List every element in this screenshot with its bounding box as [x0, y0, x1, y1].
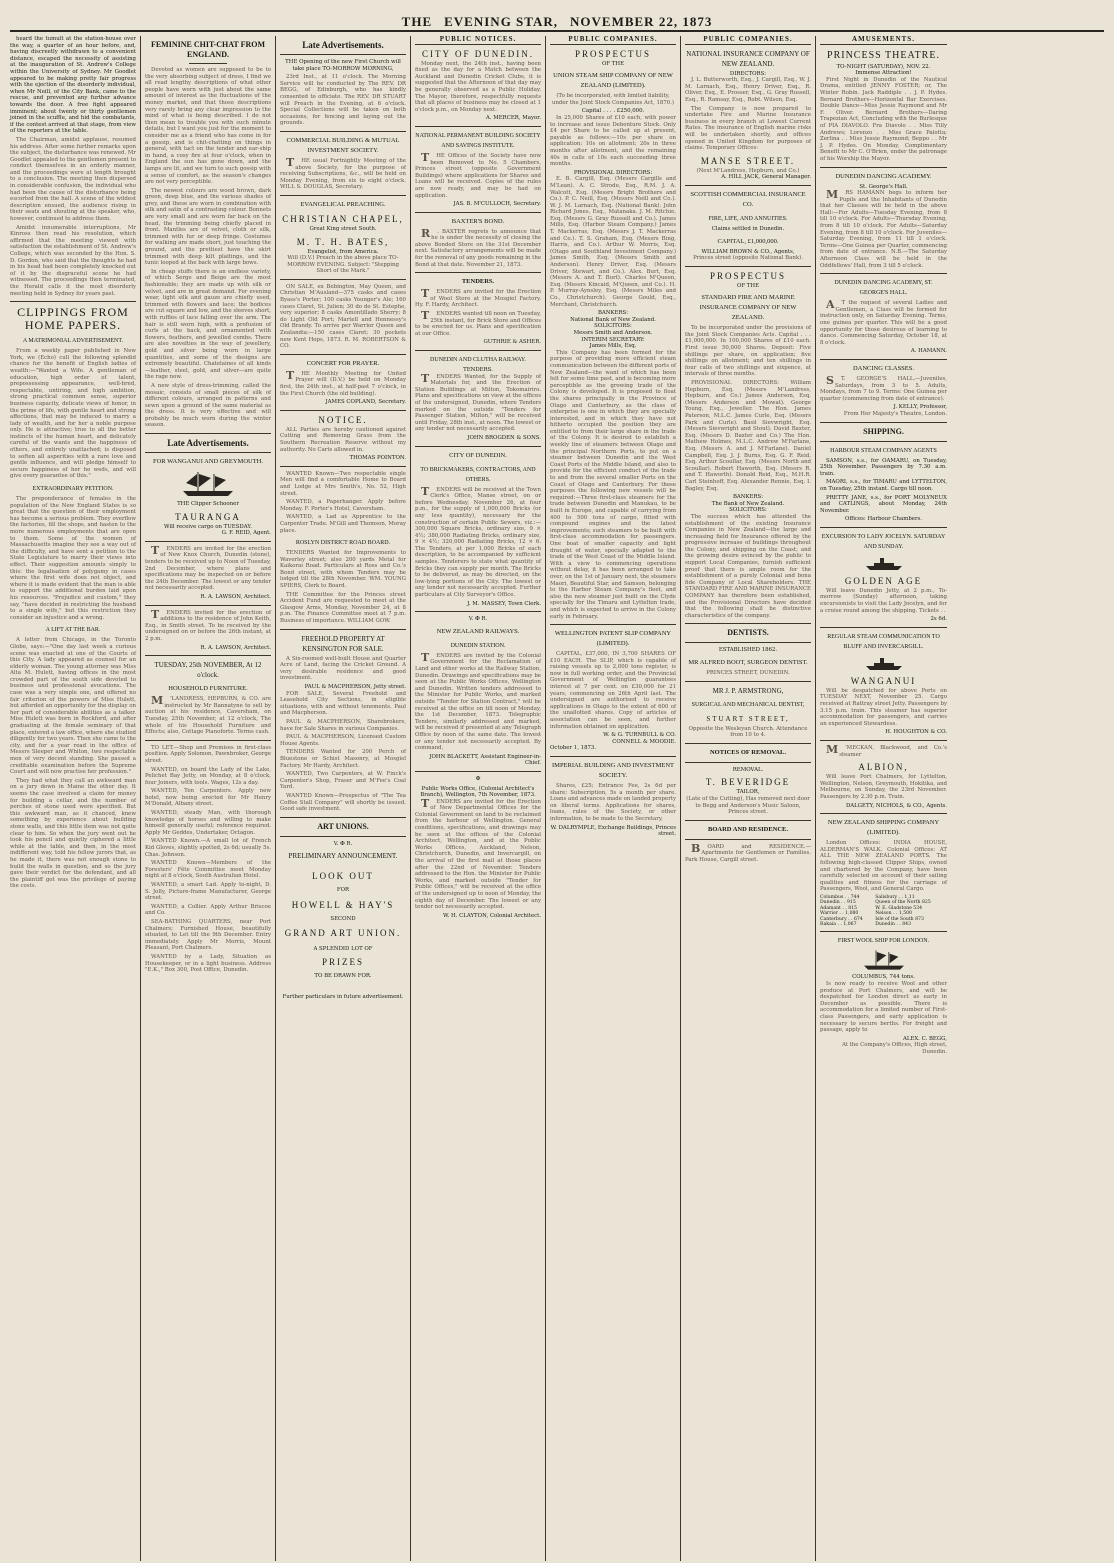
manse-line: MANSE STREET. [700, 155, 796, 166]
small-ad: WANTED Known—Prospectus of "The Tea Coffee Stall Company" will shortly be issued. Good safe investment. [280, 792, 406, 813]
divider [280, 629, 406, 630]
pointon-line: THOMAS POINTON. [349, 455, 406, 462]
concert-heading: CONCERT FOR PRAYER. [306, 359, 380, 367]
body-text: Will leave Port Chalmers, for Lyttelton, Wellington, Nelson, Greymouth, Hokitika, and Melbourne, on Sunday, the 23rd November. Passengers by 2.30 p.m. Train. [820, 774, 947, 800]
of-the-line-2: OF THE [736, 282, 760, 289]
divider [685, 185, 811, 186]
body-text: The success which has attended the establishment of the existing Insurance Companies in New Zealand—the large and increasing field for Insurance offered by the progressive increase of buildings throughout the Colony, and shipping on the Coast; and the growing desire evinced by the public to support Local Companies, furnish sufficient proof that there is ample room for the establishment of a purely Colonial and bona fide Company of Local Shareholders. THE STANDARD FIRE AND MARINE INSURANCE COMPANY has therefore been established, and the Provisional Directors have decided that the following shall be distinctive characteristics of the company. [685, 513, 811, 619]
roslyn-heading: ROSLYN DISTRICT ROAD BOARD. [295, 540, 391, 547]
bank-line: National Bank of New Zealand. [570, 316, 656, 323]
divider [145, 740, 271, 741]
freehold-heading: FREEHOLD PROPERTY AT KENSINGTON FOR SALE. [301, 634, 385, 653]
masthead-title: EVENING STAR, [444, 14, 559, 29]
small-ad: PAUL & MACPHERSON, Sharebrokers, have for Sale Shares in various Companies. [280, 718, 406, 732]
offices-line: Offices: Harbour Chambers. [844, 516, 923, 523]
body-text: T ENDERS are invited by the Colonial Government for the Reclamation of Land and other works at the Railway Station, Dunedin. Drawings and specifications may be seen at the Public Works Offices, Wellington and Dunedin. Written tenders addressed to the Minister for Public Works, and marked outside "Tender for Station Contract," will be received at the office on till noon of Monday, the 1st December, 1873. Telegraphic Tenders, similarly addressed and marked, will be received if presented at any Telegraph Office by noon of the same date. The lowest or any tender not necessarily accepted. By command, [415, 650, 541, 752]
body-text: This Company has been formed for the purpose of providing more efficient steam communication between the different ports of New Zealand—the want of which has been felt for some time past, and is becoming more perceptible as the growing trade of the Colony is developed. It is proposed to float the shares principally in the Province of Otago and Canterbury, as the class of enterprise is one in which they are specially interested, and in which they have not hitherto occupied the position they are entitled to from their large share in the trade of the Colony. It is desired to establish a weekly line of steamers between Otago and the principal Northern Ports, to put on a steamer between Dunedin and the West Coast Ports of the Middle Island, and also to provide for the efficient conduct of the trade to and from the several smaller Ports on the Coast of Otago and Canterbury. For these purposes the following new vessels will be required:—Three first-class steamers for the trade between Dunedin and Manukau, to be built in Europe, and capable of carrying from 400 to 500 tons of cargo, fitted with compound engines and the latest improvements; such steamers to be built with first-class accommodation for passengers. One boat of smaller capacity and light draught of water, specially adapted to the trade of the West Coast of the Middle Island. With a view to commencing operations without delay, it has been arranged to take over, on the 1st of January next, the steamers Maori, Beautiful Star, and Samson, belonging to the Harbor Steam Company's fleet, and also the new steamer just built on the Clyde specially for the Timaru and Lyttelton trade, and which is expected to arrive in the Colony early in February. [550, 349, 676, 620]
maori-notice: MAORI, s.s., for TIMARU and LYTTELTON, on Tuesday, 25th instant. Cargo till noon. [820, 479, 947, 492]
first-wool-heading: FIRST WOOL SHIP FOR LONDON. [837, 938, 930, 945]
divider [10, 301, 136, 302]
brickmakers-heading: TO BRICKMAKERS, CONTRACTORS, AND OTHERS. [420, 466, 536, 483]
evangelical-heading: EVANGELICAL PREACHING. [300, 200, 386, 208]
body-text: M 'LANDRESS, HEPBURN, & CO. are instructed by Mr Bannatyne to sell by auction at his residence, Caversham, on Tuesday, 25th November, at 12 o'clock, The whole of his Household Furniture and Effects; also, Cottage Pianoforte. Terms cash. [145, 694, 271, 736]
column-6 [681, 36, 816, 1561]
body-text: CAPITAL, £37,000, IN 3,700 SHARES OF £10 EACH. The SLIP, which is capable of raising vessels up to 2,000 tons register, is now in full working order, and the Provincial Government of Wellington guarantees interest at 7 per cent. on £30,000 for 21 years, commencing on 26th April last. The undersigned are authorised to receive applications in Otago to the extent of 600 of the unallotted shares. Copy of articles of association can be seen, and further information obtained on application. [550, 651, 676, 730]
divider [685, 266, 811, 267]
academy2-heading: DUNEDIN DANCING ACADEMY, ST. GEORGE'S HALL. [834, 280, 933, 297]
prospectus-heading-2: PROSPECTUS [709, 270, 787, 281]
princess-heading: PRINCESS THEATRE. [827, 49, 940, 61]
armstrong-heading: MR J. P. ARMSTRONG, [712, 686, 784, 695]
small-ad: PAUL & MACPHERSON, Licensed Custom House Agents. [280, 734, 406, 747]
small-ad: TENDERS Wanted for 200 Perch of Bluestone or Schist Masonry, at Mosgiel Factory. Mr Hardy, Architect. [280, 749, 406, 769]
hill-line: A. HILL JACK, General Manager. [721, 174, 811, 181]
grand-line: GRAND ART UNION. [284, 928, 402, 939]
divider [145, 433, 271, 434]
commercial-heading: COMMERCIAL BUILDING & MUTUAL INVESTMENT SOCIETY. [286, 136, 400, 154]
manse-sub: (Next M'Landress, Hepburn, and Co.) [696, 167, 800, 174]
nz-rail-heading: NEW ZEALAND RAILWAYS. [436, 627, 520, 635]
late-ads-heading: Late Advertisements. [302, 40, 384, 50]
oct-line: October 1, 1873. [550, 745, 597, 752]
columbus-line: COLUMBUS, 744 tons. [852, 974, 915, 981]
divider [280, 410, 406, 411]
dunedin-station-heading: DUNEDIN STATION. [450, 642, 506, 649]
boot-heading: MR ALFRED BOOT, SURGEON DENTIST. [688, 659, 808, 666]
body-text: In 25,000 Shares of £10 each, with power to increase and issue Debenture Stock. Only £4 per Share to be called up at present, payable as follows:—10s per share on application; 10s on allotment; 20s in three months after allotment, and the remaining 40s in calls of 10s each succeeding three months. [550, 114, 676, 168]
body-text: S T. GEORGE'S HALL.—Juveniles, Saturdays, from 3 to 5. Adults, Mondays, from 7 to 9. Terms: One Guinea per quarter (commencing from date of entrance). [820, 373, 947, 402]
capital-line: Capital . . . . £250,000. [581, 108, 645, 115]
wellington-slip-heading: WELLINGTON PATENT SLIP COMPANY (LIMITED). [554, 630, 672, 648]
howell-line: HOWELL & HAY'S [291, 899, 395, 910]
body-text: A T the request of several Ladies and Gentlemen, a Class will be formed for instruction only, on Saturday Evening. Terms, one guinea per quarter. This will be a good opportunity for those desirous of learning to dance. Commencing Saturday, October 18, at 8 o'clock. [820, 298, 947, 346]
agent-line: ALEX. C. BEGG, [902, 1035, 947, 1042]
small-ad: FOR SALE, Several Freehold and Leasehold City Sections, in eligible situations, with and without tenements. Paul and Macpherson. [280, 690, 406, 717]
body-text: A new style of dress-trimming, called the mosaic, consists of small pieces of silk of different colours, arranged in patterns and sewn upon a ground of the same material as the dress. It is very effective and will probably be much worn during the winter season. [145, 382, 271, 429]
ship-icon [859, 948, 909, 972]
body-text: The Chairman, amidst applause, resumed his address. After some further remarks upon the subject, the disturbance was renewed. Mr Goodlet appealed to the gentlemen present to conduct themselves in an orderly manner, and the proceedings were at length brought to a conclusion. The meeting then dispersed in considerable confusion, the individual who had been the cause of the disturbance being escorted from the hall. A scene of the wildest description ensued, the audience rising in their seats and shouting at the speaker, who, however, continued to address them. [10, 136, 136, 223]
divider [280, 354, 406, 355]
ship-icon [178, 469, 238, 499]
wanganui-heading: FOR WANGANUI AND GREYMOUTH. [152, 458, 264, 466]
body-text: T ENDERS are invited for the Erection of New Departmental Offices for the Colonial Government on land to be reclaimed from the harbour of Wellington. General conditions, specifications, and drawings may be seen at the offices of the Colonial Architect, Wellington, and at the Public Works Offices, Auckland, Nelson, Christchurch, Dunedin, and Invercargill, on the arrival of the first mail at those places after the 22nd of November. Tenders addressed to the Hon. the Minister for Public Works, and marked outside "Tender for Public Offices," will be received at the office of the undersigned up to noon of Monday, the eighth day of December. The lowest or any tender not necessarily accepted. [415, 796, 541, 911]
lawson-line: R. A. LAWSON, Architect. [200, 594, 271, 600]
samson-notice: SAMSON, s.s., for OAMARU, on Tuesday, 25th November. Passengers by 7.30 a.m. train. [820, 457, 947, 477]
macpherson-line: PAUL & MACPHERSON, Jetty street. [304, 684, 406, 690]
for-line: FOR [336, 887, 350, 894]
divider [415, 446, 541, 447]
excursion-heading: EXCURSION TO LADY JOCELYN. SATURDAY AND SUNDAY. [821, 533, 946, 550]
body-text: In cheap stuffs there is an endless variety, of which Serge and Beige are the most fashionable; they are made up with silk or velvet, and are in great demand. For evening wear, light silk and gauze are chiefly used, trimmed with flowers and lace; the bodices are cut square and low, and the sleeves short, with ruffles of lace falling over the arm. The hair is still worn high, with a profusion of curls at the back, and ornamented with flowers, feathers, and jewelled combs. There are also novelties in the way of jewellery, gold and silver being worn in large quantities, and some of the designs are extremely beautiful. Chatelaines of all kinds—leather, steel, gold, and silver—are quite the rage now. [145, 268, 271, 381]
divider [415, 272, 541, 273]
body-text: T ENDERS are invited for the erection of New Knox Church, Dunedin (stone), tenders to be received up to Noon of Tuesday, 2nd December, where plans and specifications may be inspected on or before the 24th December. The lowest or any tender not necessarily accepted. [145, 543, 271, 592]
golden-age-line: GOLDEN AGE [844, 575, 923, 586]
column-4 [411, 36, 546, 1561]
body-text: Amidst innumerable interruptions, Mr Kinross then read his resolution, which affirmed that the meeting viewed with satisfaction the establishment of St. Andrew's College, which was seconded by the Hon. S. D. Gordon, who said that the thoughts he had in his head had been completely knocked out of it by the disgraceful scene he had witnessed. The proceedings then terminated, the Herald calls it the most disorderly meeting held in Sydney for years past. [10, 224, 136, 297]
body-text: T ENDERS invited for the erection of additions to the residence of John Keith, Esq., in Smith street. To be received by the undersigned on or before the 26th instant, at 2 p.m. [145, 607, 271, 642]
splendid-line: A SPLENDID LOT OF [313, 946, 373, 953]
prov-dir-heading: PROVISIONAL DIRECTORS: [573, 169, 653, 176]
column-2 [141, 36, 276, 1561]
kelly-line: J. KELLY, Professor, [893, 404, 947, 411]
column-7 [816, 36, 951, 1561]
agent-line: G. F. REID, Agent. [221, 530, 271, 537]
body-text: R . BAXTER regrets to announce that he is under the necessity of closing the above Bonded Store on the 31st December next. Satisfactory arrangements will be made for the removal of any goods remaining in the Bond at that date. November 21, 1873. [415, 226, 541, 268]
dalgety-line: DALGETY, NICHOLS, & CO., Agents. [845, 802, 947, 809]
divider [820, 422, 947, 423]
divider [415, 126, 541, 127]
city2-heading: CITY OF DUNEDIN. [449, 451, 507, 459]
small-ad: WANTED, Two Carpenters, at W. Finck's Carpenter's Shop, Fraser and M'Fee's Coal Yard. [280, 771, 406, 791]
body-text: T HE Monthly Meeting for United Prayer will (D.V.) be held on Monday first, the 24th inst., at half-past 7 o'clock, in the First Church (the old building). [280, 368, 406, 397]
regular-heading: REGULAR STEAM COMMUNICATION TO BLUFF AND INVERCARGILL. [827, 633, 940, 650]
guthrie-line: GUTHRIE & ASHER. [483, 339, 541, 346]
divider [550, 624, 676, 625]
divider [685, 743, 811, 744]
harbour-heading: HARBOUR STEAM COMPANY AGENTS [830, 447, 937, 454]
stuart-line: STUART STREET, [706, 714, 790, 723]
divider [280, 279, 406, 280]
body-text: They had what they call an awkward man on a jury down in Maine the other day. It seems the case involved a claim for money for building a cellar, and the number of perches of stone used were specified. But this awkward man, as it chanced, knew something by experience about building stone walls, and this little item was not quite clear to him. So when the jury went out he took his pencil and quietly ciphered a little while at the table, and then, in the most indifferent way, told his fellow jurors that, as he made it, there was not enough stone to build the walls in question, and so the jury gave their verdict for the defendant, and all the plaintiff got was the privilege of paying the costs. [10, 777, 136, 890]
drawn-line: TO BE DRAWN FOR. [314, 973, 372, 980]
nz-shipping-heading: NEW ZEALAND SHIPPING COMPANY (LIMITED). [827, 819, 940, 837]
body-text: T ENDERS Wanted, for the Supply of Materials for, and the Erection of Station Buildings at Milton, Tokomairiro. Plans and specifications on view at the offices of the undersigned, Dunedin, where Tenders marked on the outside "Tenders for Passenger Station, Milton," will be received until Friday, 28th inst., at noon. The lowest or any tender not necessarily accepted. [415, 371, 541, 433]
divider [820, 359, 947, 360]
city-heading: CITY OF DUNEDIN. [422, 48, 534, 59]
small-ad: WANTED, Ten Carpenters. Apply new hotel, now being erected for Mr Henry M'Donald, Albany street. [145, 788, 271, 808]
body-text: Devoted as women are supposed to be to the very absorbing subject of dress, I find we all read lengthy descriptions of what other people have worn with just about the same amount of interest as the fluctuations of the money market, and that those descriptions very rarely bring any clear impression to the mind of what is being described. I do not then mean to trouble you with such minute details, but I want you just for the moment to consider me as a friend who has come in for a gossip, and is chit-chatting on things in general, with tact on the tender and ear-ship in hand, a cosy fire at four o'clock, when in England the sun has gone down, and the lamps are lit, and we turn to such gossip with a sense of comfort, as the season's changes are not very perceptible. [145, 67, 271, 186]
of-the-line: OF THE [601, 60, 625, 67]
union-heading: UNION STEAM SHIP COMPANY OF NEW ZEALAND (LIMITED). [553, 72, 673, 90]
second-line: SECOND [330, 915, 356, 922]
fare-line: 2s 6d. [930, 616, 947, 623]
small-ad: TO LET.—Shop and Premises in first-class position. Apply Solomon, Pawnbroker, George street. [145, 744, 271, 764]
divider [145, 452, 271, 453]
pretty-jane-notice: PRETTY JANE, s.s., for PORT MOLYNEUX and CATLINGS, about Monday, 24th November. [820, 494, 947, 514]
albion-line: ALBION, [858, 762, 909, 773]
body-text: To be incorporated under the provisions of the Joint Stock Companies Acts. Capital . . . £1,000,000. In 100,000 Shares of £10 each. First issue 50,000 Shares. Deposit: Five shillings per share, on application; five shillings on allotment; and ten shillings in four calls of two shillings and sixpence, at intervals of three months. [685, 325, 811, 378]
divider [145, 605, 271, 606]
divider [189, 63, 227, 64]
board-heading: BOARD AND RESIDENCE. [708, 825, 788, 833]
directors-heading: DIRECTORS: [729, 70, 767, 77]
steamer-icon [864, 654, 904, 672]
small-ad: WANTED, a Paperhanger. Apply before Monday. F. Porter's Hotel, Caversham. [280, 499, 406, 512]
clayton-line: W. H. CLAYTON, Colonial Architect. [442, 912, 541, 919]
chit-chat-heading: FEMININE CHIT-CHAT FROM ENGLAND. [150, 40, 266, 59]
steamer-icon [864, 554, 904, 572]
dentists-heading: DENTISTS. [727, 628, 769, 638]
body-text: T HE usual Fortnightly Meeting of the above Society, for the purpose of receiving Subscriptions, &c., will be held on Monday Evening, from six to eight o'clock. WILL S. DOUGLAS, Secretary. [280, 155, 406, 191]
body-text: ON SALE, ex Bebington, May Queen, and Christian M'Ausland—375 casks and cases Byass's Porter; 100 casks Younger's Ale; 160 cases Claret, St. Julien; 30 do do St. Estephe, very superior; 8 casks Amontillado Sherry; 8 do Light Old Port; Martell and Hennessy's Old Brandy. To arrive per Warrior Queen and Zealandia:—150 cases Claret; 30 pockets new Kent Hops, 1873. R. M. ROBERTSON & CO. [280, 283, 406, 350]
nat-perm-heading: NATIONAL PERMANENT BUILDING SOCIETY AND SAVINGS INSTITUTE. [415, 132, 541, 149]
st-georges-line: St. George's Hall. [859, 183, 908, 190]
royal-arms: V. ✠ R. [333, 840, 353, 847]
body-text: The Company is now prepared to undertake Fire and Marine Insurance business in every branch at Lowest Current Rates. The insurance of English marine risks will be undertaken shortly, and offices opened in United Kingdom for purposes of claims. Temporary Offices: [685, 105, 811, 152]
tenders-heading: TENDERS. [461, 278, 495, 286]
late-ads-heading: Late Advertisements. [167, 438, 249, 449]
body-text: A Six-roomed well-built House and Quarter Acre of Land, facing the Cricket Ground. A very desirable residence and good investment. [280, 655, 406, 682]
solicitors-heading: SOLICITORS: [594, 323, 632, 330]
royal-arms: V. ✠ R. [468, 616, 488, 623]
divider [280, 817, 406, 818]
public-companies-heading: PUBLIC COMPANIES. [550, 36, 676, 45]
small-ad: WANTED Known—Members of the Foresters' Fête Committee meet Monday night at 8 o'clock, South Australian Hotel. [145, 860, 271, 880]
divider [280, 466, 406, 467]
turnbull-line: W. & G. TURNBULL & CO. [603, 732, 676, 739]
divider [685, 839, 811, 840]
brown-line: WILLIAM BROWN & CO., Agents, [701, 248, 795, 255]
railway-heading: DUNEDIN AND CLUTHA RAILWAY. [430, 357, 526, 363]
small-ad: WANTED, steady Man, with thorough knowledge of horses and willing to make himself generally useful; reference required. Apply Mr Geddes, Undertaker, Octagon. [145, 810, 271, 836]
capital-line: CAPITAL, £1,000,000. [717, 237, 779, 245]
dancing-heading: DANCING CLASSES. [852, 364, 915, 372]
divider [280, 836, 406, 837]
academy-heading: DUNEDIN DANCING ACADEMY. [835, 172, 932, 180]
bankers-heading: BANKERS: [597, 310, 629, 317]
notice-heading: NOTICE. [318, 414, 368, 425]
notices-removal-heading: NOTICES OF REMOVAL. [709, 748, 787, 756]
chapel-heading: CHRISTIAN CHAPEL, [282, 213, 404, 224]
copland-line: JAMES COPLAND, Secretary. [325, 399, 406, 406]
small-ad: WANTED, a smart Lad. Apply to-night, D. S. Jolly, Picture-frame Manufacturer, George street. [145, 882, 271, 902]
body-text: Shares, £25; Entrance Fee, 2s 6d per share; Subscription, 5s a month per share. Loans and advances made on landed property on liberal terms. Applications for shares, loans, rules of the Society, or other information, to be made to the Secretary, [550, 783, 676, 822]
surgical-line: SURGICAL AND MECHANICAL DENTIST, [691, 701, 805, 708]
prelim-heading: PRELIMINARY ANNOUNCEMENT. [288, 852, 398, 861]
imperial-heading: IMPERIAL BUILDING AND INVESTMENT SOCIETY. [552, 762, 674, 779]
claims-line: Claims settled in Dunedin. [711, 225, 785, 232]
baxter-heading: BAXTER'S BOND. [451, 217, 505, 225]
royal-arms: ✠ [475, 775, 481, 782]
lookout-line: LOOK OUT [312, 871, 374, 882]
small-ad: WANTED, a Collier. Apply Arthur Briscoe and Co. [145, 903, 271, 917]
mercer-line: A. MERCER, Mayor. [485, 115, 541, 122]
agent-sub: At the Company's Offices, High street, Dunedin. [841, 1042, 947, 1055]
dalrymple-line: W. DALRYMPLE, Exchange Buildings, Princes street. [550, 824, 676, 838]
boot-address: PRINCES STREET, DUNEDIN. [706, 670, 790, 676]
connell-line: CONNELL & MOODIE. [612, 738, 676, 745]
divider [685, 642, 811, 643]
tonight-line: TO-NIGHT (SATURDAY), NOV. 22. [836, 63, 931, 70]
subheading: EXTRAORDINARY PETITION. [32, 486, 114, 493]
directors-list: PROVISIONAL DIRECTORS: William Hepburn, Esq. (Messrs M'Landress, Hepburn, and Co.) James Anderson, Esq. (Messrs Anderson and Mowat). George Young, Esq., Jeweller. The Hon. James Paterson, M.L.C. James Curle, Esq. (Messrs Park and Curle). Basil Sievwright, Esq. (Messrs Sievwright and Stout). David Baxter, Esq. (Messrs D. Baxter and Co.) The Hon. Mathew Holmes, M.L.C. Andrew M'Farlane, Esq. (Messrs A. and J. M'Farlane). Daniel Campbell, Esq. J. J. Burns, Esq. G. F. Reid, Esq. Arthur Scoullar, Esq. (Messrs North and Scoullar). Robert Haworth, Esq. (Messrs R. and T. Haworth). Donald Reid, Esq., M.H.R. Carl Steinhoff, Esq. Alexander Rennie, Esq. I. Bagley, Esq. [685, 380, 811, 492]
established-line: ESTABLISHED 1862. [718, 647, 778, 654]
solicitors-line: Messrs Smith and Anderson. [573, 329, 653, 336]
body-text: ALL Parties are hereby cautioned against Cutting and Removing Grass from the Southern Recreation Reserve without my authority. No Carts allowed in. [280, 426, 406, 453]
body-text: Is now ready to receive Wool and other produce at Port Chalmers, and will be despatched for London direct as early in December as possible. There is accommodation for a limited number of First-class Passengers, and early application is necessary to secure berths. For freight and passage, apply to [820, 980, 947, 1034]
body-text: First Night in Dunedin of the Nautical Drama, entitled JENNY FOSTER; or, The Winter Robin. Jack Raddiple . . J. P. Hydes. Bernard Brothers—Horizontal Bar Exercises. Double Dance—Miss Jessie Raymond and Mr F. Oliver. Bernard Brothers—Daring Trapezian Act, Concluding with the Burlesque of PIA DIAVOLO. Fra Diavolo . . Miss Tilly Andrews; Lorenzo . . Miss Grace Palotta; Zerlina . . Miss Jessie Raymond; Beppo . . Mr J. P. Hydes. On Monday, Complimentary Benefit to Mr C. O'Brien, under the patronage of his Worship the Mayor. [820, 76, 947, 162]
art-unions-heading: ART UNIONS. [317, 821, 369, 831]
divider [685, 762, 811, 763]
body-text: The newest colours are wood brown, dark green, deep blue, and the various shades of grey, and these are worn in combination with silk and satin of a contrasting colour. Bonnets are very small and are worn far back on the head, the trimming being chiefly placed in front. Mantles are of velvet, cloth or silk, trimmed with fur or deep fringe. Costumes for walking are made short, just touching the ground, and the prettiest have the skirt trimmed with deep kilt plaitings, and the tunic looped at the back with large bows. [145, 187, 271, 267]
divider [820, 931, 947, 932]
directors-list: E. B. Cargill, Esq. (Messrs Cargills and M'Lean). A. C. Strode, Esq., R.M. J. A. Walcott, Esq. (Messrs Bright Brothers and Co.). P. C. Neill, Esq. (Messrs Neill and Co.). W. J. M. Larnach, Esq. (National Bank). John Richard Jones, Esq., Matanaka. J. M. Ritchie, Esq. (Messrs G. Gray Russell and Co.). James Mills, Esq. (Harbor Steam Company.) James T. Mackerras, Esq. (Messrs J. T. Mackerras and Co.). T. S. Graham, Esq. (Messrs Bing, Harris, and Co.). Arthur W. Morris, Esq. (Otago and Southland Investment Company.) James Smith, Esq. (Messrs Smith and Anderson). Henry Driver, Esq. (Messrs Driver, Stewart, and Co.). Alex. Burt, Esq. (Messrs A. and T. Burt). Charles M'Queen, Esq. (Messrs Kincaid, M'Queen, and Co.). H. P. Murray-Aynsley, Esq. (Messrs Miles and Co., Christchurch). George Gould, Esq., Merchant, Christchurch. [550, 176, 676, 308]
public-companies-heading-2: PUBLIC COMPANIES. [685, 36, 811, 45]
bank-line-2: The Bank of New Zealand. [711, 500, 785, 507]
small-ad: WANTED, on board the Lady of the Lake, Pelichet Bay Jetty, on Monday, at 8 o'clock, four Joiners, with tools. Wages, 12s a day. [145, 766, 271, 786]
subheading: A LIFT AT THE BAR. [45, 627, 101, 634]
church-heading: THE Opening of the new First Church will take place TO-MORROW MORNING, [285, 59, 401, 72]
subheading: A MATRIMONIAL ADVERTISEMENT. [22, 338, 124, 345]
masthead-prefix: THE [401, 14, 433, 29]
divider [820, 273, 947, 274]
body-text: M RS HAMANN begs to inform her Pupils and the Inhabitants of Dunedin that her Classes will be held in the above Hall:—For Adults—Tuesday Evening, from 8 till 10 o'clock. For Adults—Thursday Evening, from 8 till 10 o'clock. For Adults—Saturday Evening, from 8 till 10 o'clock. For Juveniles—Saturday Evening, from 11 till 1 o'clock. Terms—One Guinea per Quarter, commencing from date of entrance. N.B.—The Saturday Afternoon Class will be held in the Oddfellows' Hall, from 3 till 5 o'clock. [820, 188, 947, 269]
body-text: The preponderance of females in the population of the New England States is so great that the question of their employment has become a serious problem. They overflow the factories, fill the shops, and hasten to the more numerous employments that are open to them. Some of the women of Massachusetts imagine they see a way out of the difficulty, and have sent a petition to the State Legislature to marry their views into effect. Their suggestion amounts simply to this: the legalisation of polygamy in cases where the first wife does not object, and where it is made evident that the man is able to support the additional burden laid upon his resources. "Prejudice and custom," they say, "have decided in restricting the husband to a single wife," but this restriction they consider an injustice and a wrong. [10, 496, 136, 621]
ships-table: Columbus . . 744 Salisbury . . 1,11 Dunedin . . 915 Queen of the North 825 Adamant . . 815 W. E. Gladstone 534 Warrior . . 1,080 Nelson . . 1,500 Canterbury . . 674 Isle of the South 873 Rakaia . . 1,067 Dunedin . . 843 [820, 894, 931, 927]
divider [280, 195, 406, 196]
schooner-name: TAURANGA [175, 511, 241, 522]
body-text: Opposite the Wesleyan Church. Attendance from 10 to 4. [688, 725, 808, 739]
mcculloch-line: JAS. B. M'CULLOCH, Secretary. [453, 201, 541, 208]
columns [6, 36, 1108, 1561]
divider [415, 611, 541, 612]
standard-heading: STANDARD FIRE AND MARINE INSURANCE COMPANY OF NEW ZEALAND. [699, 294, 797, 322]
sale-date: TUESDAY, 25th NOVEMBER, At 12 o'clock. [154, 661, 262, 680]
body-text: 23rd Inst., at 11 o'clock. The Morning Service will be conducted by The REV. DR BEGG, of Edinburgh, who has kindly consented to officiate. The REV. DR STUART will Preach in the Evening, at 6 o'clock. Special Collections will be taken on both occasions, for fencing and laying out the grounds. [280, 74, 406, 127]
body-text: (Late of the Cutting), Has removed next door to Begg and Anderson's Music Saloon, Princes street. [686, 795, 810, 816]
schooner-label: THE Clipper Schooner [177, 501, 239, 508]
divider [820, 813, 947, 814]
divider [820, 740, 947, 741]
amusements-heading: AMUSEMENTS. [820, 36, 947, 45]
body-text: London Offices: INDIA HOUSE, ALDERMAN'S WALK. Colonial Offices: AT ALL THE NEW ZEALAND PORTS. The following high-classed Clipper Ships, owned and chartered by the Company, have been carefully selected on account of their sailing qualities and fitness for the carriage of Passengers, Wool, and General Cargo. [820, 840, 947, 893]
tenders-sub: TENDERS. [463, 367, 493, 373]
bankers-heading-2: BANKERS: [732, 494, 764, 501]
divider [820, 627, 947, 628]
body-text: (To be incorporated, with limited liability, under the Joint Stock Companies Act, 1870.) [551, 93, 675, 106]
divider [145, 541, 271, 542]
opening-paragraph: heard the tumult at the station-house over the way, a quarter of an hour before, and, having discreetly withdrawn to a convenient distance, escaped the necessity of assisting at the inauguration of St. Andrew's College within the University of Sydney. Mr Goodlet appeared to be making pretty fair progress with the ejection of the disorderly individual, when Mr Neill, of the City Bank, came to the rescue, and prevented any further advance towards the door. A free fight appeared imminent; about twenty or thirty gentlemen joined in the scuffle, and hid the combatants, if the contest arrived at that stage, from view of the reporters at the table. [10, 36, 136, 135]
divider [820, 527, 947, 528]
body-text: M 'MECKAN, Blackwood, and Co.'s steamer [826, 743, 947, 758]
body-text: THE Committee for the Princes street Accident Fund are requested to meet at the Glasgow Arms, Monday, November 24, at 8 p.m. The Finance Committee meet at 7 p.m. Business of importance. WILLIAM GOW. [280, 591, 406, 625]
national-heading: NATIONAL INSURANCE COMPANY OF NEW ZEALAND. [686, 49, 810, 68]
small-ad: WANTED Known.—A small lot of French Kid Gloves, slightly spotted, 2s 6d; usually 5s. Chas. Johnson. [145, 838, 271, 858]
secretary-line: James Mills, Esq. [589, 343, 637, 350]
bates-sub: Evangelist, from America. [307, 248, 379, 255]
wanganui-line: WANGANUI [850, 675, 917, 686]
body-text: Will leave Dunedin Jetty, at 2 p.m., To-morrow (Sunday) afternoon, taking excursionists to visit the Lady Jocelyn, and for a cruise round among the shipping. Tickets . . [820, 587, 947, 614]
shipping-heading: SHIPPING. [863, 426, 904, 436]
body-text: B OARD and RESIDENCE.—Apartments for Gentlemen or Families. Park House, Cargill street. [685, 841, 811, 863]
fire-heading: FIRE, LIFE, AND ANNUITIES. [708, 215, 788, 222]
immense-line: Immense Attraction! [855, 70, 912, 77]
divider [280, 131, 406, 132]
divider [145, 655, 271, 656]
removal-heading: REMOVAL. [732, 766, 764, 773]
divider [820, 441, 947, 442]
directors-list: J. L. Butterworth, Esq., J. Cargill, Esq., W. J. M. Larnach, Esq., Henry Driver, Esq., R. Oliver, Esq., E. Prosser, Esq., G. Gray Russell, Esq., R. Ramsay, Esq., Robt. Wilson, Esq. [685, 77, 811, 103]
column-1 [6, 36, 141, 1561]
masthead-date: NOVEMBER 22, 1873 [570, 14, 713, 29]
body-text: T ENDERS wanted till noon on Tuesday, 25th instant, for Brick Store and Offices to be erected for us. Plans and specification at our Office. [415, 309, 541, 337]
lawson-line-2: R. A. LAWSON, Architect. [200, 644, 271, 651]
divider [550, 756, 676, 757]
body-text: Monday next, the 24th inst., having been fixed as the day for a Match between the Auckland and Dunedin Cricket Clubs, it is suggested that the Afternoon of that day may be generally observed as a Public Holiday. The Mayor, therefore, respectfully requests that all places of business may be closed at 1 o'clock p.m., on Monday next. [415, 60, 541, 113]
cargo-line: Will receive cargo on TUESDAY. [164, 523, 252, 530]
body-text: A letter from Chicago, in the Toronto Globe, says:—"One day last week a curious scene was enacted at one of the Courts of this City. A lady appeared as counsel for an elderly woman. The young attorney was Miss Alta M. Hulett, having offices in the most crowded part of the south side devoted to business and professional avocations. The case was a very simple one, and offered no fair criterion of the powers of Miss Hulett, but afforded an opportunity for the display on her part of considerable abilities as a talker. Miss Hulett was born in Rockford, and after graduating at the female seminary of that place, entered a law office, where she studied diligently for two years. Then she came to the city, and for a year read in the office of Messrs Sleeper and Whiton, two respectable men of very decent standing. She passed a creditable examination before the Supreme Court and will now practise her profession." [10, 637, 136, 776]
column-3 [276, 36, 411, 1561]
body-text: Will (D.V.) Preach in the above place TO-MORROW EVENING. Subject: "Stepping Short of the Mark." [287, 255, 399, 275]
pwo-line: Public Works Office, (Colonial Architect's Branch), Wellington, 7th November, 1873. [420, 785, 536, 799]
kelly-sub: From Her Majesty's Theatre, London. [843, 410, 947, 417]
beveridge-line: T. BEVERIDGE [705, 777, 791, 788]
divider [820, 167, 947, 168]
public-notices-heading: PUBLIC NOTICES. [415, 36, 541, 45]
tailor-line: TAILOR, [736, 789, 760, 796]
brown-sub: Princes street (opposite National Bank). [693, 255, 803, 262]
furniture-heading: HOUSEHOLD FURNITURE. [168, 685, 248, 693]
prizes-line: PRIZES [321, 957, 364, 968]
divider [415, 212, 541, 213]
secretary-heading: INTERIM SECRETARY: [581, 336, 645, 343]
hamann-line: A. HAMANN. [910, 348, 947, 355]
divider [415, 350, 541, 351]
further-line: Further particulars in future advertisement. [282, 993, 404, 1000]
bates-heading: M. T. H. BATES, [296, 236, 390, 247]
divider [280, 54, 406, 55]
body-text: From a weekly paper published in New York, we (Echo) cull the following splendid chance for the benefit of English ladies of wealth:—"Wanted a Wife. A gentleman of education, high order of talent, prepossessing appearance, well-bred, respectable, untiring, and high ambition, strong practical common sense, superior business capacity, delicate views of honor, in the prime of life, with gentle heart and strong affections, that may be induced to marry a lady of wealth, and for her a noble purpose only. He is attractive; true to all the better instincts of the human heart, and delicately careful of the wants and the happiness of others, and entirely unattached; is disposed to soften all asperities with a rare love and gentle influence, and will pledge himself to secure happiness of her he weds, and will give every guarantee of this." [10, 348, 136, 480]
prospectus-heading: PROSPECTUS [574, 48, 652, 59]
masthead [10, 0, 1104, 32]
blackett-line: JOHN BLACKETT, Assistant Engineer-in-Chief. [429, 753, 541, 767]
small-ad: WANTED, a Lad as Apprentice to the Carpenter Trade. M'Gill and Thomson, Moray place. [280, 514, 406, 534]
body-text: Will be despatched for above Ports on TUESDAY NEXT, November 25. Cargo received at Rattray street Jetty. Passengers by 3.15 p.m. train. This steamer has superior accommodation for passengers, and carries an experienced Stewardess. [820, 687, 947, 727]
divider [415, 771, 541, 772]
body-text: T ENDERS will be received at the Town Clerk's Office, Manse street, on or before Wednesday, November 26, at four p.m., for the supply of 1,000,000 Bricks (or any less quantity), necessary for the construction of certain Public Sewers, viz.:—300,000 Square Bricks, ordinary size, 9 × 4½; 380,000 Radiating Bricks, ordinary size, 9 × 4½; 320,000 Radiating Bricks, 12 × 6. The Tenders, at per 1,000 Bricks of each description, to be accompanied by sufficient samples. Tenderers to state what quantity of Bricks they can supply per month. The Bricks to be delivered, as may be directed, on the low-lying portions of the City. The lowest or any tender not necessarily accepted. Further particulars at City Surveyor's Office. [415, 484, 541, 599]
brogden-line: JOHN BROGDEN & SONS. [467, 434, 541, 441]
column-5 [546, 36, 681, 1561]
small-ad: SEA-BATHING QUARTERS, near Port Chalmers; Furnished House, beautifully situated, to Let till the 9th December. Entry immediately. Apply Mr Morris, Mount Pleasant, Port Chalmers. [145, 918, 271, 952]
houghton-line: H. HOUGHTON & CO. [885, 729, 947, 736]
small-ad: WANTED by a Lady, Situation as Housekeeper, or in a light business. Address "E.K.," Box 300, Post Office, Dunedin. [145, 953, 271, 974]
divider [685, 820, 811, 821]
scottish-heading: SCOTTISH COMMERCIAL INSURANCE CO. [690, 190, 806, 208]
body-text: T ENDERS are invited for the Erection of Wool Store at the Mosgiel Factory. Hy. F. Hardy, Architect. [415, 287, 541, 309]
chapel-address: Great King street South. [309, 225, 377, 232]
body-text: T HE Offices of the Society have now been Removed to No. 5 Chambers, Princes street (opposite Government Buildings) where applications for Shares and Loans will be received. Copies of the rules are now ready, and may be had on application. [415, 150, 541, 199]
divider [685, 681, 811, 682]
massey-line: J. M. MASSEY, Town Clerk. [467, 600, 541, 607]
solicitors-heading-2: SOLICITORS: [729, 507, 767, 514]
small-ad: WANTED Known—Two respectable single Men will find a comfortable Home to Board and Lodge at Mrs Smith's, No. 52, High street. [280, 470, 406, 497]
body-text: TENDERS Wanted for Improvements to Waverley street; also 200 yards Metal for Kaikorai Road. Particulars at Ross and Co.'s Bond street, with whom Tenders may be lodged till the 28th November. WM. YOUNG SPIERS, Clerk to Board. [280, 550, 406, 590]
clippings-heading: CLIPPINGS FROM HOME PAPERS. [17, 305, 129, 333]
divider [685, 623, 811, 624]
